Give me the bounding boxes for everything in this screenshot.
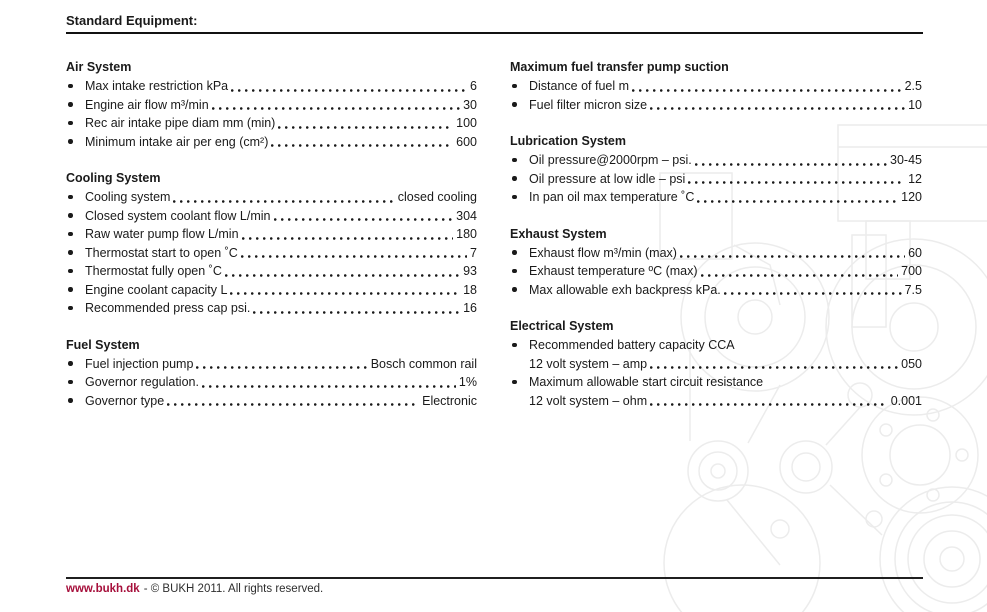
section-title: Exhaust System [510, 226, 607, 241]
spec-value: 12 [908, 171, 922, 186]
spec-value: 2.5 [904, 79, 922, 93]
spec-row [510, 281, 922, 300]
spec-row [510, 188, 922, 207]
spec-value: 120 [901, 190, 922, 204]
spec-row [66, 96, 477, 115]
section-air-system [66, 58, 477, 151]
footer-rule [66, 577, 923, 579]
footer [66, 583, 323, 595]
bullet-icon [66, 96, 85, 115]
spec-label: Thermostat fully open ˚C [85, 264, 222, 278]
spec-value: 700 [901, 264, 922, 278]
bullet-icon [66, 281, 85, 300]
spec-row [66, 77, 477, 96]
spec-row [66, 373, 477, 392]
bullet-icon [510, 336, 529, 355]
section-title: Lubrication System [510, 134, 626, 148]
dot-leader [170, 188, 397, 207]
section-fuel-system [66, 336, 477, 411]
bullet-icon [510, 244, 529, 263]
spec-row [66, 207, 477, 226]
spec-row [66, 355, 477, 374]
spec-label: Distance of fuel m [529, 79, 630, 93]
spec-label: Governor regulation. [85, 375, 199, 389]
bullet-icon [510, 151, 529, 170]
spec-label: Exhaust temperature ºC (max) [529, 264, 698, 278]
spec-label: Maximum allowable start circuit resistance [529, 375, 764, 389]
spec-row [510, 151, 922, 170]
spec-value: Electronic [422, 393, 477, 408]
spec-label: Thermostat start to open ˚C [85, 245, 238, 260]
dot-leader [199, 373, 459, 392]
spec-row [66, 114, 477, 133]
spec-value: 100 [456, 116, 477, 130]
dot-leader [694, 188, 901, 207]
bullet-icon [510, 262, 529, 281]
spec-label: Rec air intake pipe diam mm (min) [85, 116, 276, 130]
section-title: Maximum fuel transfer pump suction [510, 60, 729, 74]
section-title: Fuel System [66, 337, 140, 352]
bullet-icon [66, 373, 85, 392]
dot-leader [271, 207, 457, 226]
dot-leader [250, 299, 463, 318]
spec-label: Raw water pump flow L/min [85, 227, 239, 241]
bullet-icon [510, 96, 529, 115]
copyright-text: - © BUKH 2011. All rights reserved. [143, 583, 324, 595]
spec-label: Fuel filter micron size [529, 97, 648, 112]
dot-leader [228, 77, 470, 96]
bullet-icon [66, 262, 85, 281]
spec-label: Recommended press cap psi. [85, 301, 251, 315]
spec-row [66, 188, 477, 207]
dot-leader [647, 96, 908, 115]
spec-label: Cooling system [85, 190, 171, 204]
page-title: Standard Equipment: [66, 13, 198, 28]
bullet-icon [66, 114, 85, 133]
spec-label: In pan oil max temperature ˚C [529, 190, 695, 204]
dot-leader [692, 151, 890, 170]
dot-leader [193, 355, 370, 374]
spec-row [510, 336, 922, 355]
spec-value: 30 [463, 97, 477, 112]
dot-leader [238, 244, 470, 263]
spec-row [510, 77, 922, 96]
header-rule [66, 32, 923, 34]
bullet-icon [510, 170, 529, 189]
dot-leader [222, 262, 463, 281]
section-electrical-system [510, 317, 922, 410]
spec-value: 60 [908, 245, 922, 260]
dot-leader [685, 170, 908, 189]
section-exhaust-system [510, 225, 922, 300]
spec-label: Engine coolant capacity L [85, 282, 228, 297]
dot-leader [164, 392, 422, 411]
spec-label: Oil pressure at low idle – psi [529, 171, 686, 186]
spec-value: 180 [456, 227, 477, 241]
spec-value: 7 [470, 245, 477, 260]
bullet-icon [510, 373, 529, 392]
dot-leader [209, 96, 463, 115]
dot-leader [268, 133, 456, 152]
spec-row [66, 244, 477, 263]
spec-value: 93 [463, 264, 477, 278]
dot-leader [647, 355, 901, 374]
bullet-icon [510, 77, 529, 96]
left-column [66, 58, 477, 428]
dot-leader [721, 281, 905, 300]
spec-row [510, 262, 922, 281]
section-title: Air System [66, 60, 132, 74]
spec-label: 12 volt system – ohm [529, 393, 648, 408]
dot-leader [227, 281, 463, 300]
dot-leader [698, 262, 902, 281]
bullet-icon [510, 281, 529, 300]
spec-value: 18 [463, 282, 477, 297]
spec-row [510, 170, 922, 189]
section-cooling-system [66, 169, 477, 318]
spec-value: 600 [456, 134, 477, 149]
bullet-icon [66, 133, 85, 152]
spec-row [66, 299, 477, 318]
spec-value: 6 [470, 79, 477, 93]
bullet-icon [66, 299, 85, 318]
spec-label: 12 volt system – amp [529, 356, 648, 371]
section-title: Electrical System [510, 319, 614, 333]
section-lubrication-system [510, 132, 922, 207]
spec-row [66, 262, 477, 281]
spec-row-continuation [510, 392, 922, 411]
spec-value: 16 [463, 301, 477, 315]
spec-value: 0.001 [890, 393, 922, 408]
dot-leader [629, 77, 905, 96]
spec-label: Recommended battery capacity CCA [529, 338, 735, 352]
bullet-icon [66, 207, 85, 226]
spec-label: Engine air flow m³/min [85, 97, 209, 112]
spec-row [510, 244, 922, 263]
spec-row [510, 96, 922, 115]
spec-value: 7.5 [904, 282, 922, 297]
bullet-icon [66, 355, 85, 374]
spec-label: Max allowable exh backpress kPa. [529, 282, 721, 297]
dot-leader [275, 114, 456, 133]
spec-row [66, 392, 477, 411]
spec-label: Exhaust flow m³/min (max) [529, 245, 677, 260]
spec-label: Closed system coolant flow L/min [85, 208, 271, 223]
dot-leader [647, 392, 891, 411]
bullet-icon [66, 244, 85, 263]
bullet-icon [66, 392, 85, 411]
spec-row [66, 225, 477, 244]
dot-leader [239, 225, 457, 244]
bullet-icon [66, 77, 85, 96]
spec-label: Governor type [85, 393, 165, 408]
spec-label: Minimum intake air per eng (cm²) [85, 134, 269, 149]
spec-row [66, 281, 477, 300]
spec-value: 10 [908, 97, 922, 112]
spec-value: 050 [901, 356, 922, 371]
website-link[interactable]: www.bukh.dk [66, 583, 140, 595]
spec-row [66, 133, 477, 152]
right-column [510, 58, 922, 428]
dot-leader [677, 244, 908, 263]
spec-value: closed cooling [397, 190, 477, 204]
spec-row [510, 373, 922, 392]
spec-value: Bosch common rail [370, 356, 477, 371]
bullet-icon [510, 188, 529, 207]
section-title: Cooling System [66, 171, 161, 185]
bullet-icon [66, 188, 85, 207]
spec-label: Max intake restriction kPa [85, 79, 229, 93]
indent-spacer [510, 392, 529, 411]
spec-label: Oil pressure@2000rpm – psi. [529, 153, 692, 167]
spec-label: Fuel injection pump [85, 356, 194, 371]
indent-spacer [510, 355, 529, 374]
spec-value: 304 [456, 208, 477, 223]
spec-row-continuation [510, 355, 922, 374]
section-fuel-transfer [510, 58, 922, 114]
spec-value: 1% [458, 375, 477, 389]
spec-value: 30-45 [890, 153, 922, 167]
bullet-icon [66, 225, 85, 244]
